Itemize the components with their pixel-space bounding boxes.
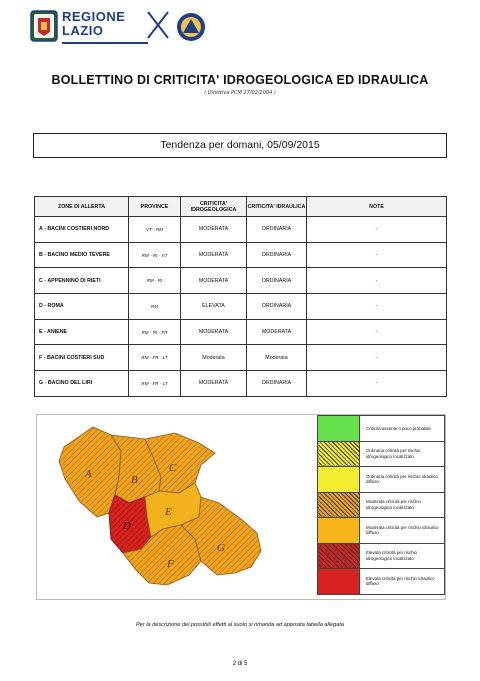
note-cell: - [307, 217, 447, 243]
legend-item [318, 543, 445, 569]
alert-table [34, 196, 447, 397]
footnote: Per la descrizione dei possibili effetti al suolo si rimanda ad apposita tabella allegata [135, 622, 345, 628]
header-note: NOTE [307, 197, 447, 217]
zone-cell: G - BACINO DEL LIRI [35, 371, 129, 397]
legend-item [318, 441, 445, 467]
note-cell: - [307, 371, 447, 397]
legend-label: Ordinaria criticità per rischio idrogeologico localizzato [360, 441, 445, 467]
legend-table [317, 415, 445, 595]
province-cell: RM [129, 294, 181, 320]
idrogeologica-cell: ELEVATA [181, 294, 247, 320]
idraulica-cell: ORDINARIA [247, 294, 307, 320]
idrogeologica-cell: MODERATA [181, 217, 247, 243]
logo-underline [62, 42, 148, 44]
idrogeologica-cell: MODERATA [181, 319, 247, 345]
idraulica-cell: ORDINARIA [247, 268, 307, 294]
idraulica-cell: MODERATA [247, 319, 307, 345]
legend-item [318, 467, 445, 493]
province-cell: RM - FR - LT [129, 345, 181, 371]
header-idraulica: CRITICITA' IDRAULICA [247, 197, 307, 217]
legend-label: Moderata criticità per rischio idraulico diffuso [360, 518, 445, 544]
note-cell: - [307, 268, 447, 294]
zone-label-d: D [123, 520, 131, 532]
table-row [35, 217, 447, 243]
province-cell: RM - RI - VT [129, 242, 181, 268]
idrogeologica-cell: Moderata [181, 345, 247, 371]
province-cell: RM - RI - FR [129, 319, 181, 345]
table-row [35, 345, 447, 371]
note-cell: - [307, 345, 447, 371]
page-title: BOLLETTINO DI CRITICITA' IDROGEOLOGICA ED IDRAULICA [51, 73, 429, 87]
page-number: 2 di 5 [232, 661, 248, 667]
logo-line2: LAZIO [62, 23, 104, 38]
legend-item [318, 569, 445, 595]
zone-cell: D - ROMA [35, 294, 129, 320]
zone-label-c: C [169, 462, 177, 474]
directive-subtitle: ( Direttiva PCM 27/02/2004 ) [204, 90, 276, 96]
idraulica-cell: Moderata [247, 345, 307, 371]
table-row [35, 268, 447, 294]
legend-swatch [318, 441, 360, 467]
table-row [35, 371, 447, 397]
logo-text [62, 10, 125, 38]
idrogeologica-cell: MODERATA [181, 242, 247, 268]
zone-cell: A - BACINI COSTIERI NORD [35, 217, 129, 243]
table-row [35, 319, 447, 345]
legend-swatch [318, 518, 360, 544]
idraulica-cell: ORDINARIA [247, 217, 307, 243]
legend-swatch [318, 543, 360, 569]
header [30, 8, 450, 50]
note-cell: - [307, 242, 447, 268]
legend-label: Criticità assente o poco probabile [360, 416, 445, 442]
legend-swatch [318, 467, 360, 493]
legend-item [318, 416, 445, 442]
zone-cell: E - ANIENE [35, 319, 129, 345]
table-header-row [35, 197, 447, 217]
zone-cell: F - BACINI COSTIERI SUD [35, 345, 129, 371]
idrogeologica-cell: MODERATA [181, 371, 247, 397]
province-cell: RM - FR - LT [129, 371, 181, 397]
zone-label-a: A [85, 468, 92, 480]
zone-label-g: G [217, 542, 225, 554]
note-cell: - [307, 294, 447, 320]
province-cell: RM - RI [129, 268, 181, 294]
header-province: PROVINCE [129, 197, 181, 217]
legend-label: Ordinaria criticità per rischio idraulico diffuso [360, 467, 445, 493]
map-panel [36, 414, 446, 600]
legend-label: Elevata criticità per rischio idrogeologico localizzato [360, 543, 445, 569]
regione-lazio-emblem-icon [30, 10, 58, 42]
zone-label-e: E [165, 506, 172, 518]
note-cell: - [307, 319, 447, 345]
zone-cell: C - APPENNINO DI RIETI [35, 268, 129, 294]
legend-swatch [318, 569, 360, 595]
legend-swatch [318, 492, 360, 518]
zone-label-f: F [167, 558, 174, 570]
legend-item [318, 492, 445, 518]
legend-item [318, 518, 445, 544]
logo-separator-icon [146, 10, 170, 40]
table-row [35, 294, 447, 320]
protezione-civile-icon [176, 12, 206, 42]
legend-label: Elevata criticità per rischio idraulico diffuso [360, 569, 445, 595]
idraulica-cell: ORDINARIA [247, 371, 307, 397]
logo-line1: REGIONE [62, 9, 126, 24]
idraulica-cell: ORDINARIA [247, 242, 307, 268]
header-idrogeologica: CRITICITA' IDROGEOLOGICA [181, 197, 247, 217]
province-cell: VT - RM [129, 217, 181, 243]
tendenza-box: Tendenza per domani, 05/09/2015 [33, 133, 447, 158]
legend-swatch [318, 416, 360, 442]
legend-label: Moderata criticità per rischio idrogeologico localizzato [360, 492, 445, 518]
lazio-map [49, 421, 299, 597]
zone-cell: B - BACINO MEDIO TEVERE [35, 242, 129, 268]
table-row [35, 242, 447, 268]
header-zone: ZONE DI ALLERTA [35, 197, 129, 217]
idrogeologica-cell: MODERATA [181, 268, 247, 294]
zone-label-b: B [131, 474, 138, 486]
